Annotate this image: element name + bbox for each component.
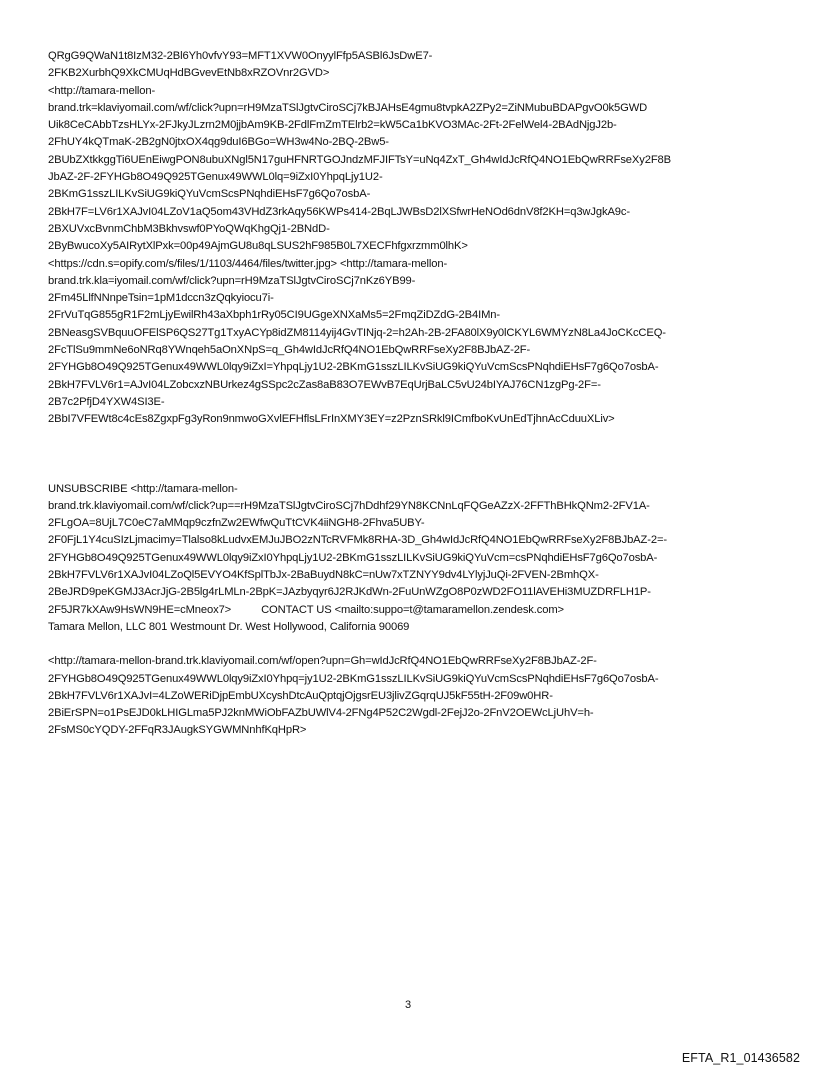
tracking-link-line[interactable]: 2BiErSPN=o1PsEJD0kLHIGLma5PJ2knMWiObFAZbUWlV4-2FNg4P52C2Wgdl-2FejJ2o-2FnV2OEWcLjUhV=h-	[48, 707, 594, 720]
unsubscribe-link-line[interactable]: 2F0FjL1Y4cuSIzLjmacimy=Tlalso8kLudvxEMJuJBO2zNTcRVFMk8RHA-3D_Gh4wIdJcRfQ4NO1EbQwRRFseXy2F8BJbAZ-2=-	[48, 534, 667, 547]
link-text-line[interactable]: 2FhUY4kQTmaK-2B2gN0jtxOX4qg9duI6BGo=WH3w4No-2BQ-2Bw5-	[48, 136, 389, 149]
tracking-link-line[interactable]: 2FYHGb8O49Q925TGenux49WWL0lqy9iZxI0Yhpq=jy1U2-2BKmG1sszLILKvSiUG9kiQYuVcmScsPNqhdiEHsF7g6Qo7osbA-	[48, 672, 659, 685]
tracking-link-line[interactable]: 2BkH7FVLV6r1XAJvI=4LZoWERiDjpEmbUXcyshDtcAuQptqjOjgsrEU3jlivZGqrqUJ5kF55tH-2F09w0HR-	[48, 689, 553, 702]
company-address: Tamara Mellon, LLC 801 Westmount Dr. West Hollywood, California 90069	[48, 620, 410, 633]
link-text-line[interactable]: 2FYHGb8O49Q925TGenux49WWL0lqy9iZxI=YhpqLjy1U2-2BKmG1sszLILKvSiUG9kiQYuVcmScsPNqhdiEHsF7g6Qo7osbA-	[48, 361, 659, 374]
unsubscribe-contact-line	[48, 602, 784, 619]
tracking-block	[48, 653, 784, 739]
unsubscribe-link-line[interactable]: brand.trk.klaviyomail.com/wf/click?up==rH9MzaTSlJgtvCiroSCj7hDdhf29YN8KCNnLqFQGeAZzX-2FFThBHkQNm2-2FV1A-	[48, 499, 650, 512]
tracking-link-line[interactable]: 2FsMS0cYQDY-2FFqR3JAugkSYGWMNnhfKqHpR>	[48, 724, 307, 737]
link-text-line[interactable]: <https://cdn.s=opify.com/s/files/1/1103/4464/files/twitter.jpg> <http://tamara-mellon-	[48, 257, 448, 270]
link-text-line[interactable]: 2FrVuTqG855gR1F2mLjyEwilRh43aXbph1rRy05CI9UGgeXNXaMs5=2FmqZiDZdG-2B4IMn-	[48, 309, 500, 322]
link-text-line[interactable]: 2ByBwucoXy5AIRytXlPxk=00p49AjmGU8u8qLSUS2hF985B0L7XECFhfgxrzmm0lhK>	[48, 240, 468, 253]
link-text-line[interactable]: 2BkH7F=LV6r1XAJvI04LZoV1aQ5om43VHdZ3rkAqy56KWPs414-2BqLJWBsD2lXSfwrHeNOd6dnV8f2KH=q3wJgkA9c-	[48, 205, 630, 218]
unsubscribe-link-text[interactable]	[48, 481, 784, 602]
link-text-line[interactable]: 2BbI7VFEWt8c4cEs8ZgxpFg3yRon9nmwoGXvlEFHflsLFrInXMY3EY=z2PznSRkl9ICmfboKvUnEdTjhnAcCduuXLiv>	[48, 413, 615, 426]
unsubscribe-link-line[interactable]: 2FYHGb8O49Q925TGenux49WWL0lqy9iZxI0YhpqLjy1U2-2BKmG1sszLILKvSiUG9kiQYuVcm=csPNqhdiEHsF7g6Qo7osbA-	[48, 551, 658, 564]
link-text-line[interactable]: brand.trk=klaviyomail.com/wf/click?upn=rH9MzaTSlJgtvCiroSCj7kBJAHsE4gmu8tvpkA2ZPy2=ZiNMubuBDAPgvO0k5GWD	[48, 101, 648, 114]
page-number: 3	[404, 999, 412, 1011]
link-text-line[interactable]: 2B7c2PfjD4YXW4SI3E-	[48, 395, 165, 408]
link-text-line[interactable]: 2BkH7FVLV6r1=AJvI04LZobcxzNBUrkez4gSSpc2cZas8aB83O7EWvB7EqUrjBaLC5vU24bIYAJ76CN1zgPg-2F=-	[48, 378, 601, 391]
unsubscribe-link-line[interactable]: UNSUBSCRIBE <http://tamara-mellon-	[48, 482, 238, 495]
link-text-line[interactable]: brand.trk.kla=iyomail.com/wf/click?upn=rH9MzaTSlJgtvCiroSCj7nKz6YB99-	[48, 274, 416, 287]
link-text-line[interactable]: 2BNeasgSVBquuOFElSP6QS27Tg1TxyACYp8idZM8114yij4GvTINjq-2=h2Ah-2B-2FA80lX9y0lCKYL6WMYzN8La4JoCKcCEQ-	[48, 326, 666, 339]
link-text-line[interactable]: 2BUbZXtkkggTi6UEnEiwgPON8ubuXNgl5N17guHFNRTGOJndzMFJIFTsY=uNq4ZxT_Gh4wIdJcRfQ4NO1EbQwRRFseXy2F8B	[48, 153, 671, 166]
bates-number: EFTA_R1_01436582	[681, 1051, 800, 1065]
spacer	[48, 636, 784, 653]
email-body	[48, 48, 784, 740]
link-text-line[interactable]: Uik8CeCAbbTzsHLYx-2FJkyJLzrn2M0jjbAm9KB-2FdlFmZmTElrb2=kW5Ca1bKVO3MAc-2Ft-2FelWel4-2BAdNjgJ2b-	[48, 119, 617, 132]
link-text-line[interactable]: QRgG9QWaN1t8IzM32-2Bl6Yh0vfvY93=MFT1XVW0OnyylFfp5ASBl6JsDwE7-	[48, 50, 433, 62]
link-text-line[interactable]: <http://tamara-mellon-	[48, 84, 156, 97]
unsubscribe-link-line[interactable]: 2FLgOA=8UjL7C0eC7aMMqp9czfnZw2EWfwQuTtCVK4iiNGH8-2Fhva5UBY-	[48, 517, 425, 530]
link-text-line[interactable]: 2Fm45LlfNNnpeTsin=1pM1dccn3zQqkyiocu7i-	[48, 292, 274, 305]
link-text-line[interactable]: JbAZ-2F-2FYHGb8O49Q925TGenux49WWL0lq=9iZxI0YhpqLjy1U2-	[48, 171, 383, 184]
links-block	[48, 48, 784, 429]
link-text-line[interactable]: 2FcTlSu9mmNe6oNRq8YWnqeh5aOnXNpS=q_Gh4wIdJcRfQ4NO1EbQwRRFseXy2F8BJbAZ-2F-	[48, 344, 531, 357]
tracking-link-line[interactable]: <http://tamara-mellon-brand.trk.klaviyomail.com/wf/open?upn=Gh=wIdJcRfQ4NO1EbQwRRFseXy2F8BJbAZ-2F-	[48, 655, 597, 668]
link-text-line[interactable]: 2BXUVxcBvnmChbM3Bkhvswf0PYoQWqKhgQj1-2BNdD-	[48, 222, 330, 235]
link-text-line[interactable]: 2BKmG1sszLILKvSiUG9kiQYuVcmScsPNqhdiEHsF7g6Qo7osbA-	[48, 188, 371, 201]
unsubscribe-link-line[interactable]: 2BeJRD9peKGMJ3AcrJjG-2B5lg4rLMLn-2BpK=JAzbyqyr6J2RJKdWn-2FuUnWZgO8P0zWD2FO11lAVEHi3MUZDRFLH1P-	[48, 586, 651, 599]
spacer	[48, 429, 784, 481]
unsubscribe-block	[48, 481, 784, 637]
unsubscribe-last-line[interactable]: 2F5JR7kXAw9HsWN9HE=cMneox7>	[48, 603, 232, 616]
unsubscribe-link-line[interactable]: 2BkH7FVLV6r1XAJvI04LZoQl5EVYO4KfSplTbJx-2BaBuydN8kC=nUw7xTZNYY9dv4LYlyjJuQi-2FVEN-2BmhQX-	[48, 569, 599, 582]
contact-us-link[interactable]: CONTACT US <mailto:suppo=t@tamaramellon.zendesk.com>	[261, 603, 564, 616]
link-text-line[interactable]: 2FKB2XurbhQ9XkCMUqHdBGvevEtNb8xRZOVnr2GVD>	[48, 67, 330, 80]
